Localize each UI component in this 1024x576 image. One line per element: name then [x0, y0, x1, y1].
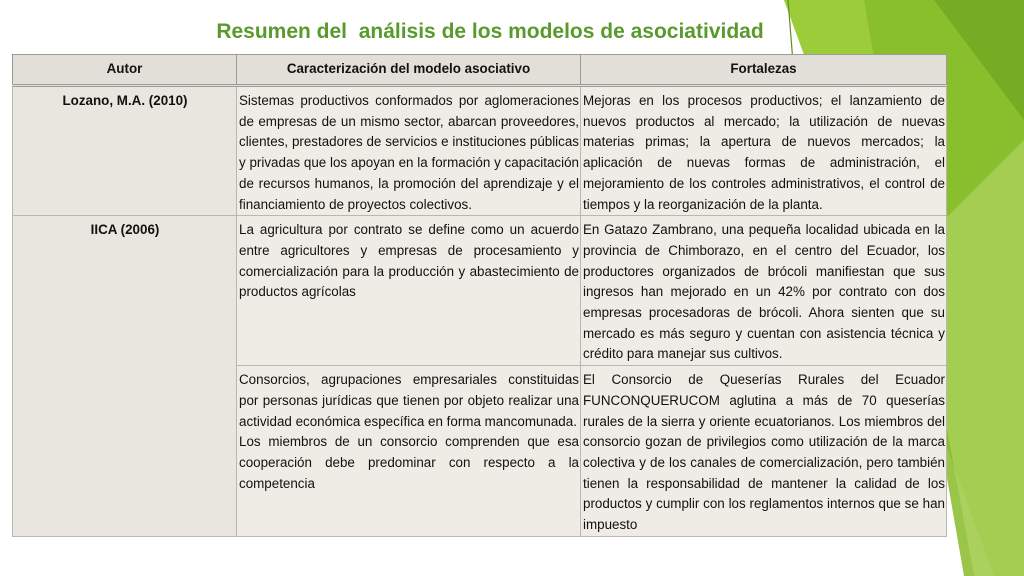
characterization-paragraph: Consorcios, agrupaciones empresariales constituidas por personas jurídicas que tienen por objeto realizar una actividad económica específica en forma mancomunada. [239, 372, 579, 429]
header-characterization: Caracterización del modelo asociativo [237, 55, 581, 86]
strengths-cell: El Consorcio de Queserías Rurales del Ecuador FUNCONQUERUCOM aglutina a más de 70 queserías rurales de la sierra y oriente ecuatorianos. Los miembros del consorcio gozan de privilegios como utilización de la marca colectiva y de los canales de comercialización, pero también tienen la responsabilidad de mantener la calidad de los productos y cumplir con los reglamentos internos que se han impuesto [581, 366, 947, 537]
table-row [13, 216, 947, 366]
slide-title: Resumen del análisis de los modelos de asociatividad [216, 20, 764, 43]
models-table [12, 54, 947, 537]
characterization-cell: La agricultura por contrato se define como un acuerdo entre agricultores y empresas de procesamiento y comercialización para la producción y abastecimiento de productos agrícolas [237, 216, 581, 366]
characterization-cell: Sistemas productivos conformados por aglomeraciones de empresas de un mismo sector, abarcan proveedores, clientes, prestadores de servicios e instituciones públicas y privadas que los apoyan en la formación y capacitación de recursos humanos, la promoción del aprendizaje y el financiamiento de proyectos colectivos. [237, 86, 581, 216]
table-row [13, 86, 947, 216]
author-cell: IICA (2006) [13, 216, 237, 537]
header-author: Autor [13, 55, 237, 86]
table-header-row [13, 55, 947, 86]
characterization-paragraph: Los miembros de un consorcio comprenden que esa cooperación debe predominar con respecto a la competencia [239, 434, 579, 491]
characterization-cell [237, 366, 581, 537]
author-cell: Lozano, M.A. (2010) [13, 86, 237, 216]
header-strengths: Fortalezas [581, 55, 947, 86]
strengths-cell: Mejoras en los procesos productivos; el lanzamiento de nuevos productos al mercado; la utilización de nuevas materias primas; la apertura de nuevos mercados; la aplicación de nuevas formas de administración, el mejoramiento de los controles administrativos, el control de tiempos y la reorganización de la planta. [581, 86, 947, 216]
strengths-cell: En Gatazo Zambrano, una pequeña localidad ubicada en la provincia de Chimborazo, en el centro del Ecuador, los productores organizados de brócoli manifiestan que sus ingresos han mejorado en un 42% por contrato con dos empresas procesadoras de brócoli. Ahora sienten que su mercado es más seguro y cuentan con asistencia técnica y crédito para manejar sus cultivos. [581, 216, 947, 366]
